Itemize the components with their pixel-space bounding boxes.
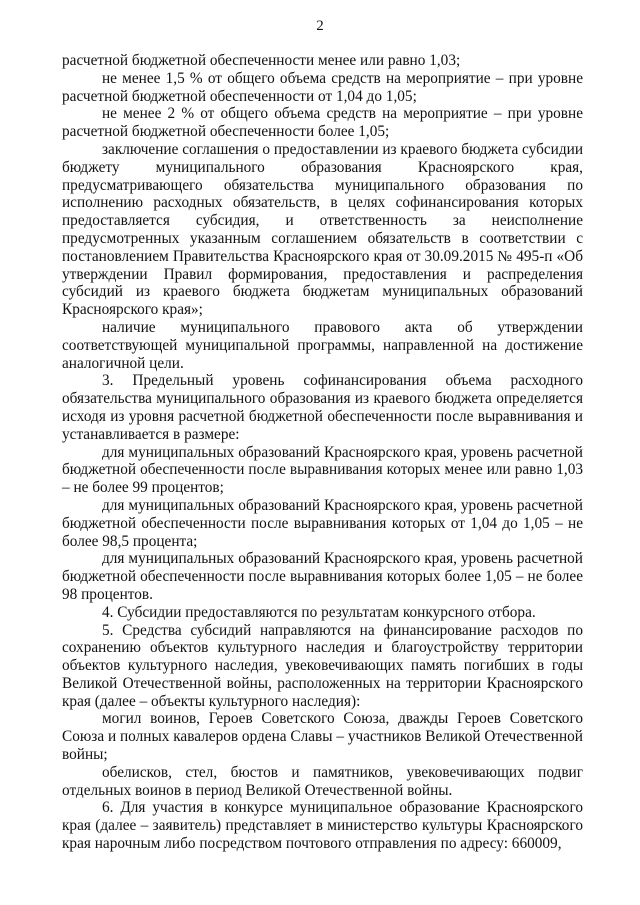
- paragraph: 3. Предельный уровень софинансирования объема расходного обязательства муниципального образования из краевого бюджета определяется исходя из уровня расчетной бюджетной обеспеченности после выравнивания и устанавливается в размере:: [62, 372, 583, 443]
- paragraph: наличие муниципального правового акта об утверждении соответствующей муниципальной программы, направленной на достижение аналогичной цели.: [62, 318, 583, 372]
- paragraph: для муниципальных образований Красноярского края, уровень расчетной бюджетной обеспеченности после выравнивания которых от 1,04 до 1,05 – не более 98,5 процента;: [62, 496, 583, 550]
- paragraph: 6. Для участия в конкурсе муниципальное образование Красноярского края (далее – заявитель) представляет в министерство культуры Красноярского края нарочным либо посредством почтового отправления по адресу: 660009,: [62, 799, 583, 853]
- paragraph: 5. Средства субсидий направляются на финансирование расходов по сохранению объектов культурного наследия и благоустройству территории объектов культурного наследия, увековечивающих память погибших в годы Великой Отечественной войны, расположенных на территории Красноярского края (далее – объекты культурного наследия):: [62, 621, 583, 710]
- page-number: 2: [316, 18, 324, 34]
- paragraph: расчетной бюджетной обеспеченности менее или равно 1,03;: [62, 52, 461, 69]
- paragraph: не менее 2 % от общего объема средств на мероприятие – при уровне расчетной бюджетной обеспеченности более 1,05;: [62, 105, 583, 141]
- paragraph: 4. Субсидии предоставляются по результатам конкурсного отбора.: [102, 603, 536, 621]
- paragraph: для муниципальных образований Красноярского края, уровень расчетной бюджетной обеспеченности после выравнивания которых более 1,05 – не более 98 процентов.: [62, 550, 583, 603]
- paragraph: не менее 1,5 % от общего объема средств на мероприятие – при уровне расчетной бюджетной обеспеченности от 1,04 до 1,05;: [62, 69, 583, 105]
- paragraph: заключение соглашения о предоставлении из краевого бюджета субсидии бюджету муниципального образования Красноярского края, предусматривающего обязательства муниципального образования по исполнению расходных обязательств, в целях софинансирования которых предоставляется субсидия, и ответственность за неисполнение предусмотренных указанным соглашением обязательств в соответствии с постановлением Правительства Красноярского края от 30.09.2015 № 495-п «Об утверждении Правил формирования, предоставления и распределения субсидий из краевого бюджета бюджетам муниципальных образований Красноярского края»;: [62, 140, 584, 319]
- document-body: [62, 52, 583, 853]
- paragraph: могил воинов, Героев Советского Союза, дважды Героев Советского Союза и полных кавалеров ордена Славы – участников Великой Отечественной войны;: [62, 710, 583, 764]
- paragraph: для муниципальных образований Красноярского края, уровень расчетной бюджетной обеспеченности после выравнивания которых менее или равно 1,03 – не более 99 процентов;: [62, 443, 583, 497]
- paragraph: обелисков, стел, бюстов и памятников, увековечивающих подвиг отдельных воинов в период Великой Отечественной войны.: [62, 763, 583, 799]
